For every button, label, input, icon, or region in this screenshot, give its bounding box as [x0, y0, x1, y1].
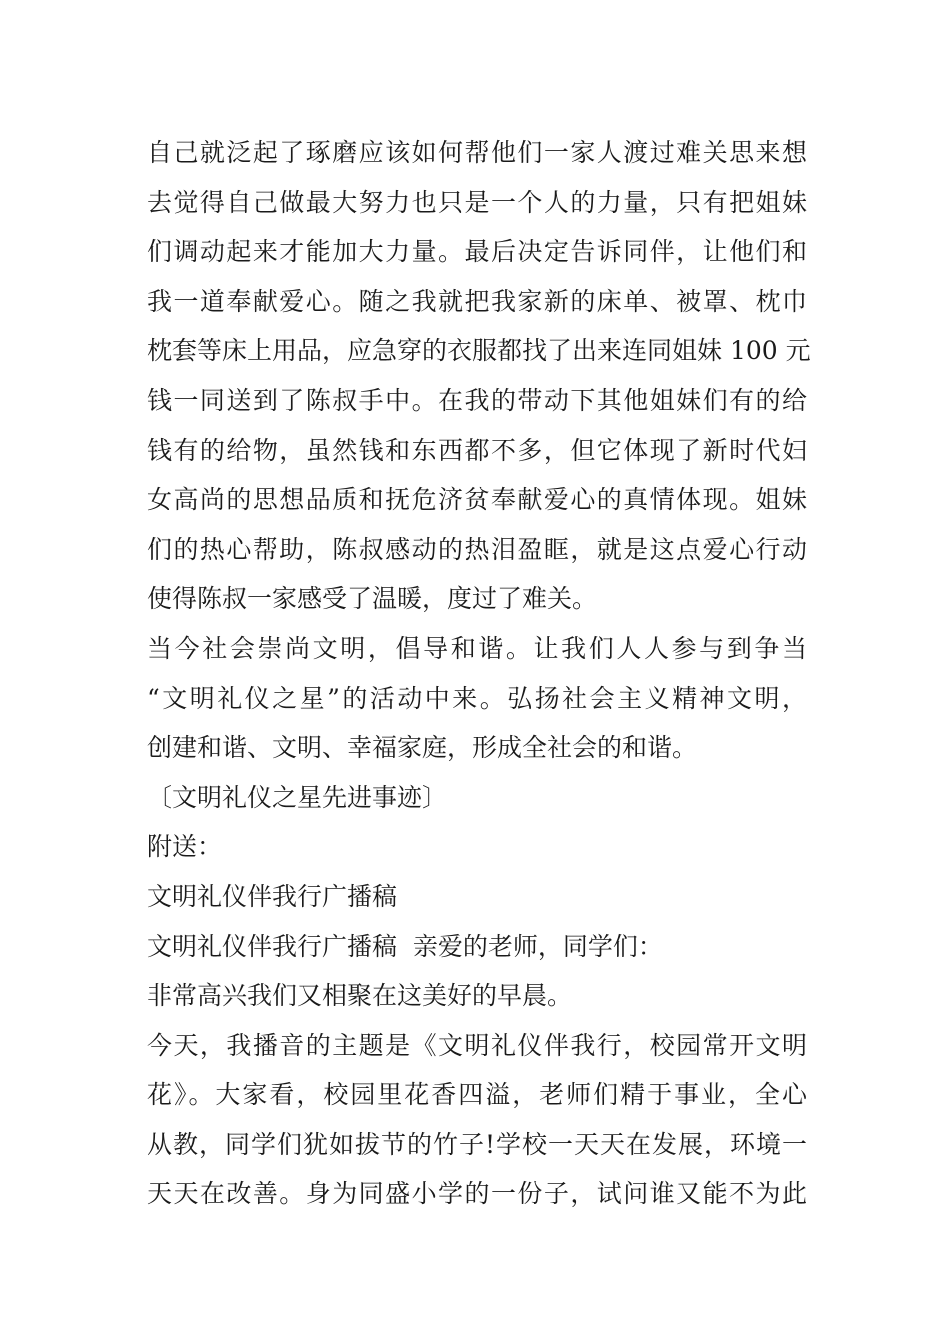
text-line: 枕套等床上用品，应急穿的衣服都找了出来连同姐妹 100 元: [147, 336, 811, 366]
text-line: 当今社会崇尚文明，倡导和谐。让我们人人参与到争当: [147, 633, 807, 663]
text-line: 花》。大家看，校园里花香四溢，老师们精于事业，全心: [147, 1080, 807, 1110]
text-line: 钱有的给物，虽然钱和东西都不多，但它体现了新时代妇: [147, 435, 807, 465]
text-line: 们的热心帮助，陈叔感动的热泪盈眶，就是这点爱心行动: [147, 534, 807, 564]
appendix-title: [147, 872, 807, 922]
text-line: 们调动起来才能加大力量。最后决定告诉同伴，让他们和: [147, 237, 807, 267]
text-line: 去觉得自己做最大努力也只是一个人的力量，只有把姐妹: [147, 187, 807, 217]
source-note-text: 〔文明礼仪之星先进事迹〕: [147, 782, 448, 812]
text-line: 使得陈叔一家感受了温暖，度过了难关。: [147, 584, 598, 614]
appendix-label-text: 附送：: [147, 832, 223, 862]
document-body: [147, 128, 811, 1219]
text-line: 自己就泛起了琢磨应该如何帮他们一家人渡过难关思来想: [147, 138, 807, 167]
appendix-label: [147, 822, 807, 872]
text-line: 女高尚的思想品质和抚危济贫奉献爱心的真情体现。姐妹: [147, 485, 807, 515]
greeting: [147, 922, 807, 972]
greeting-text: 文明礼仪伴我行广播稿 亲爱的老师，同学们：: [147, 931, 663, 961]
text-line: 钱一同送到了陈叔手中。在我的带动下其他姐妹们有的给: [147, 385, 807, 415]
paragraph-civilization: [147, 624, 807, 773]
opening-text: 非常高兴我们又相聚在这美好的早晨。: [147, 981, 573, 1011]
opening: [147, 971, 807, 1021]
paragraph-broadcast: [147, 1021, 807, 1219]
text-line: 从教，同学们犹如拔节的竹子!学校一天天在发展，环境一: [147, 1129, 807, 1159]
paragraph-story: [147, 128, 811, 624]
text-line: 创建和谐、文明、幸福家庭，形成全社会的和谐。: [147, 733, 698, 763]
text-line: 今天，我播音的主题是《文明礼仪伴我行，校园常开文明: [147, 1030, 807, 1060]
source-note: [147, 773, 807, 823]
text-line: 我一道奉献爱心。随之我就把我家新的床单、被罩、枕巾: [147, 286, 807, 316]
text-line: 天天在改善。身为同盛小学的一份子，试问谁又能不为此: [147, 1179, 807, 1209]
text-line: “文明礼仪之星”的活动中来。弘扬社会主义精神文明，: [147, 683, 807, 713]
appendix-title-text: 文明礼仪伴我行广播稿: [147, 881, 398, 911]
